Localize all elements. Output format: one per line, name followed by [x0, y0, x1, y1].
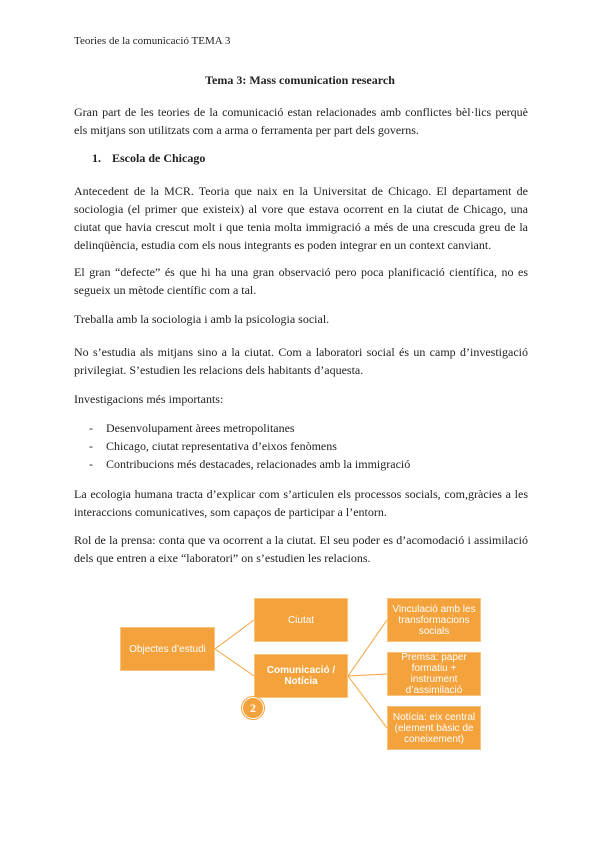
list-item-text: Contribucions més destacades, relacionades amb la immigració: [106, 457, 411, 471]
paragraph-antecedent: Antecedent de la MCR. Teoria que naix en la Universitat de Chicago. El departament de sociologia (el primer que existeix) al vore que estava ocorrent en la ciutat de Chicago, una ciutat que havia crescut molt i que tenia molta immigració a més de una crescuda greu de la delinqüència, estudia com els nous integrants es poden integrar en un context canviant.: [74, 184, 528, 252]
diagram-node-vinculacio: Vinculació amb les transformacions socials: [387, 598, 481, 642]
investigations-list: [89, 419, 410, 473]
connector-com-r1: [348, 620, 387, 676]
section-number: 1.: [92, 151, 101, 165]
diagram-node-comunicacio: Comunicació / Notícia: [254, 654, 348, 698]
connector-root-ciutat: [215, 620, 254, 649]
document-title: Tema 3: Mass comunication research: [205, 73, 395, 87]
diagram-badge: 2: [242, 697, 264, 719]
connector-com-r2: [348, 674, 387, 676]
section-heading: [92, 151, 205, 166]
paragraph-prensa: Rol de la prensa: conta que va ocorrent a la ciutat. El seu poder es d’acomodació i assimilació dels que entren a eixe “laboratori” on s’estudien les relacions.: [74, 533, 528, 565]
diagram-node-ciutat: Ciutat: [254, 598, 348, 642]
paragraph-investigacions: Investigacions més importants:: [74, 392, 224, 406]
list-bullet: -: [89, 457, 93, 471]
diagram-node-premsa: Premsa: paper formatiu + instrument d’assimilació: [387, 652, 481, 696]
diagram-node-noticia: Notícia: eix central (element bàsic de coneixement): [387, 706, 481, 750]
connector-com-r3: [348, 676, 387, 728]
paragraph-defecte: El gran “defecte” és que hi ha una gran observació pero poca planificació científica, no es segueix un mètode científic com a tal.: [74, 265, 528, 297]
section-title: Escola de Chicago: [112, 151, 206, 165]
paragraph-ecologia: La ecologia humana tracta d’explicar com s’articulen els processos socials, com,gràcies a les interaccions comunicatives, som capaços de participar a l’entorn.: [74, 487, 528, 519]
list-item: [89, 455, 410, 473]
page-header: Teories de la comunicació TEMA 3: [74, 35, 231, 47]
list-item: [89, 437, 410, 455]
diagram-root-node: Objectes d’estudi: [120, 627, 215, 671]
list-item: [89, 419, 410, 437]
list-item-text: Chicago, ciutat representativa d’eixos fenòmens: [106, 439, 337, 453]
list-item-text: Desenvolupament àrees metropolitanes: [106, 421, 295, 435]
intro-paragraph: Gran part de les teories de la comunicació estan relacionades amb conflictes bèl·lics perquè els mitjans son utilitzats com a arma o ferramenta per part dels governs.: [74, 105, 528, 137]
paragraph-sociologia: Treballa amb la sociologia i amb la psicologia social.: [74, 312, 330, 326]
list-bullet: -: [89, 439, 93, 453]
list-bullet: -: [89, 421, 93, 435]
connector-root-comunicacio: [215, 649, 254, 676]
paragraph-ciutat: No s’estudia als mitjans sino a la ciutat. Com a laboratori social és un camp d’investigació privilegiat. S’estudien les relacions dels habitants d’aquesta.: [74, 345, 528, 377]
